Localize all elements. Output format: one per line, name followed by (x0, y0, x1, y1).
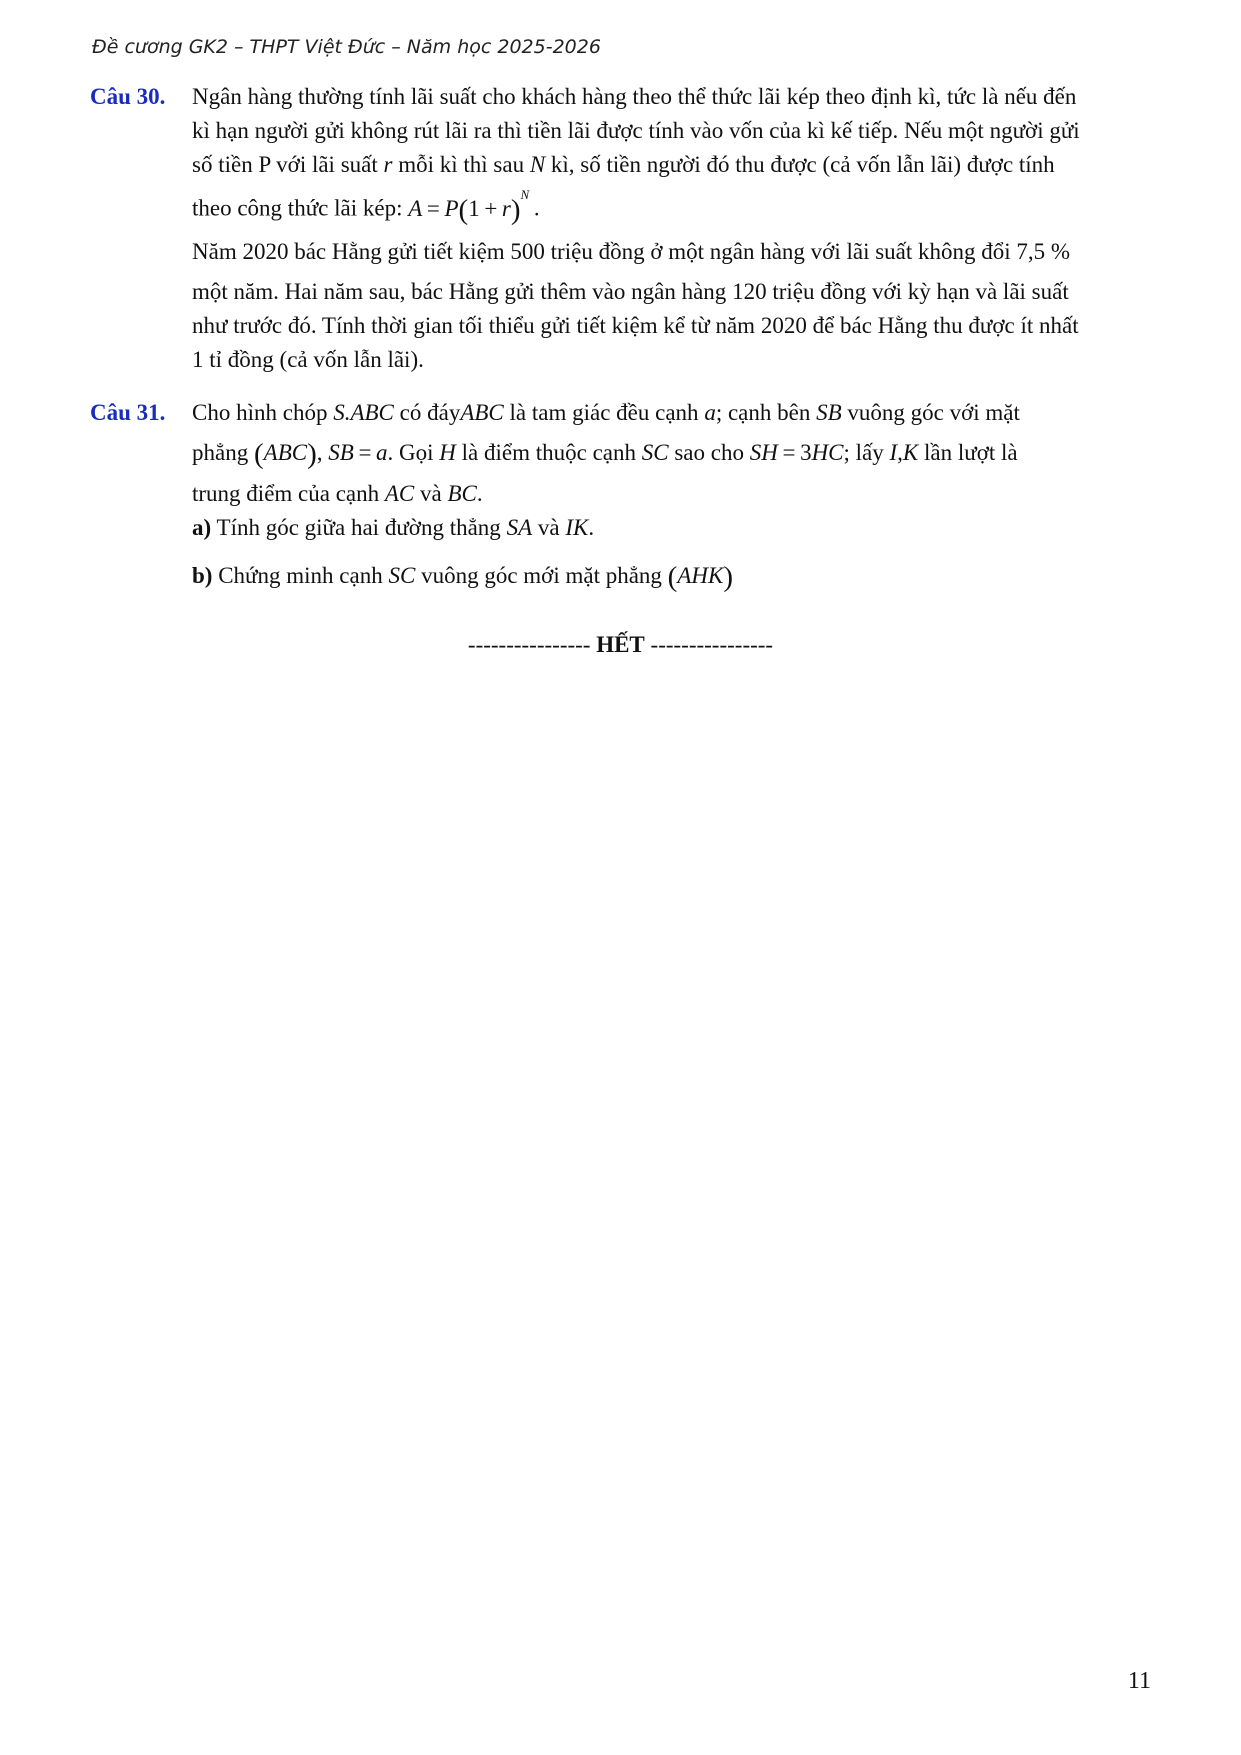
page-header: Đề cương GK2 – THPT Việt Đức – Năm học 2025-2026 (92, 36, 601, 58)
question-body (192, 80, 1160, 377)
question-label: Câu 31. (90, 400, 166, 425)
text-line: kì hạn người gửi không rút lãi ra thì tiền lãi được tính vào vốn của kì kế tiếp. Nếu một người gửi (192, 118, 1080, 143)
text-line: Cho hình chóp S.ABC có đáyABC là tam giác đều cạnh a; cạnh bên SB vuông góc với mặt (192, 400, 1020, 425)
text-line: phẳng (ABC), SB = a. Gọi H là điểm thuộc cạnh SC sao cho SH = 3HC; lấy I,K lần lượt là (192, 438, 1018, 470)
page-number: 11 (1127, 1668, 1151, 1694)
question-label: Câu 30. (90, 84, 166, 109)
sub-question-b: b) Chứng minh cạnh SC vuông góc mới mặt phẳng (AHK) (192, 561, 734, 593)
text-line: Năm 2020 bác Hằng gửi tiết kiệm 500 triệu đồng ở một ngân hàng với lãi suất không đổi 7,5 % (192, 238, 1071, 264)
text-line: Ngân hàng thường tính lãi suất cho khách hàng theo thể thức lãi kép theo định kì, tức là nếu đến (192, 84, 1077, 109)
text-line: 1 tỉ đồng (cả vốn lẫn lãi). (192, 346, 424, 372)
end-marker: ---------------- HẾT ---------------- (467, 632, 774, 657)
text-line: số tiền P với lãi suất r mỗi kì thì sau N kì, số tiền người đó thu được (cả vốn lẫn lãi) được tính (192, 152, 1055, 177)
question-body (192, 396, 1160, 594)
text-line: một năm. Hai năm sau, bác Hằng gửi thêm vào ngân hàng 120 triệu đồng với kỳ hạn và lãi suất (192, 278, 1069, 304)
text-line: trung điểm của cạnh AC và BC. (192, 481, 483, 506)
text-line: như trước đó. Tính thời gian tối thiểu gửi tiết kiệm kể từ năm 2020 để bác Hằng thu được ít nhất (192, 312, 1079, 338)
formula: $A = P(1 + r)^N$ (408, 187, 530, 226)
sub-question-a: a) Tính góc giữa hai đường thẳng SA và IK. (192, 515, 595, 540)
formula-line: theo công thức lãi kép: $A = P(1 + r)^N$ . (192, 187, 540, 226)
